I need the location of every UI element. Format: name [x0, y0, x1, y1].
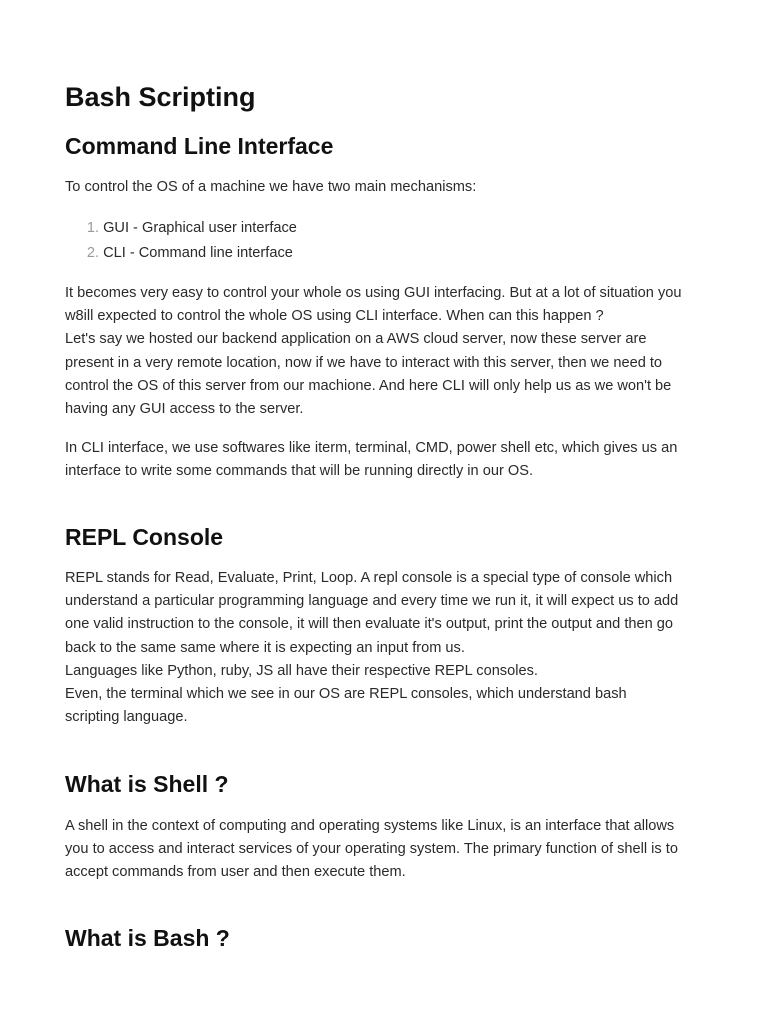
text-line: having any GUI access to the server. — [65, 401, 304, 418]
cli-paragraph-2 — [65, 437, 710, 483]
section-heading-shell: What is Shell ? — [65, 771, 229, 797]
list-item-text — [99, 216, 297, 241]
list-item-label: GUI - Graphical user interface — [103, 220, 297, 236]
section-heading-bash: What is Bash ? — [65, 925, 230, 951]
list-item — [65, 241, 297, 266]
text-line: Languages like Python, ruby, JS all have their respective REPL consoles. — [65, 662, 538, 679]
text-line: you to access and interact services of your operating system. The primary function of shell is to — [65, 841, 678, 858]
text-line: It becomes very easy to control your whole os using GUI interfacing. But at a lot of situation you — [65, 285, 682, 301]
text-line: In CLI interface, we use softwares like iterm, terminal, CMD, power shell etc, which gives us an — [65, 440, 678, 456]
text-line: interface to write some commands that will be running directly in our OS. — [65, 463, 534, 480]
document-title: Bash Scripting — [65, 82, 256, 112]
list-item — [65, 216, 297, 241]
text-line: control the OS of this server from our machione. And here CLI will only help us as we won't be — [65, 377, 672, 394]
repl-paragraph — [65, 567, 710, 729]
text-line: understand a particular programming language and every time we run it, it will expect us to add — [65, 593, 679, 610]
list-number: 2. — [86, 244, 99, 261]
section-heading-repl: REPL Console — [65, 524, 224, 550]
list-number: 1. — [86, 220, 99, 236]
text-line: w8ill expected to control the whole OS using CLI interface. When can this happen ? — [65, 308, 604, 325]
text-line: Even, the terminal which we see in our OS are REPL consoles, which understand bash — [65, 686, 627, 703]
text-line: REPL stands for Read, Evaluate, Print, Loop. A repl console is a special type of console which — [65, 570, 673, 586]
text-line: scripting language. — [65, 709, 188, 726]
list-item-text — [99, 241, 293, 266]
mechanisms-list — [65, 216, 297, 265]
section-heading-cli: Command Line Interface — [65, 133, 334, 159]
list-item-label: CLI - Command line interface — [103, 244, 293, 261]
cli-paragraph-1 — [65, 282, 710, 421]
text-line: accept commands from user and then execute them. — [65, 864, 406, 881]
cli-intro — [65, 176, 710, 199]
text-line: A shell in the context of computing and operating systems like Linux, is an interface that allows — [65, 818, 675, 834]
shell-paragraph — [65, 815, 710, 885]
text-line: one valid instruction to the console, it will then evaluate it's output, print the output and then go — [65, 616, 674, 633]
text-line: Let's say we hosted our backend application on a AWS cloud server, now these server are — [65, 331, 647, 348]
text-line: To control the OS of a machine we have two main mechanisms: — [65, 179, 477, 195]
text-line: back to the same same where it is expecting an input from us. — [65, 639, 465, 656]
text-line: present in a very remote location, now if we have to interact with this server, then we need to — [65, 354, 663, 371]
